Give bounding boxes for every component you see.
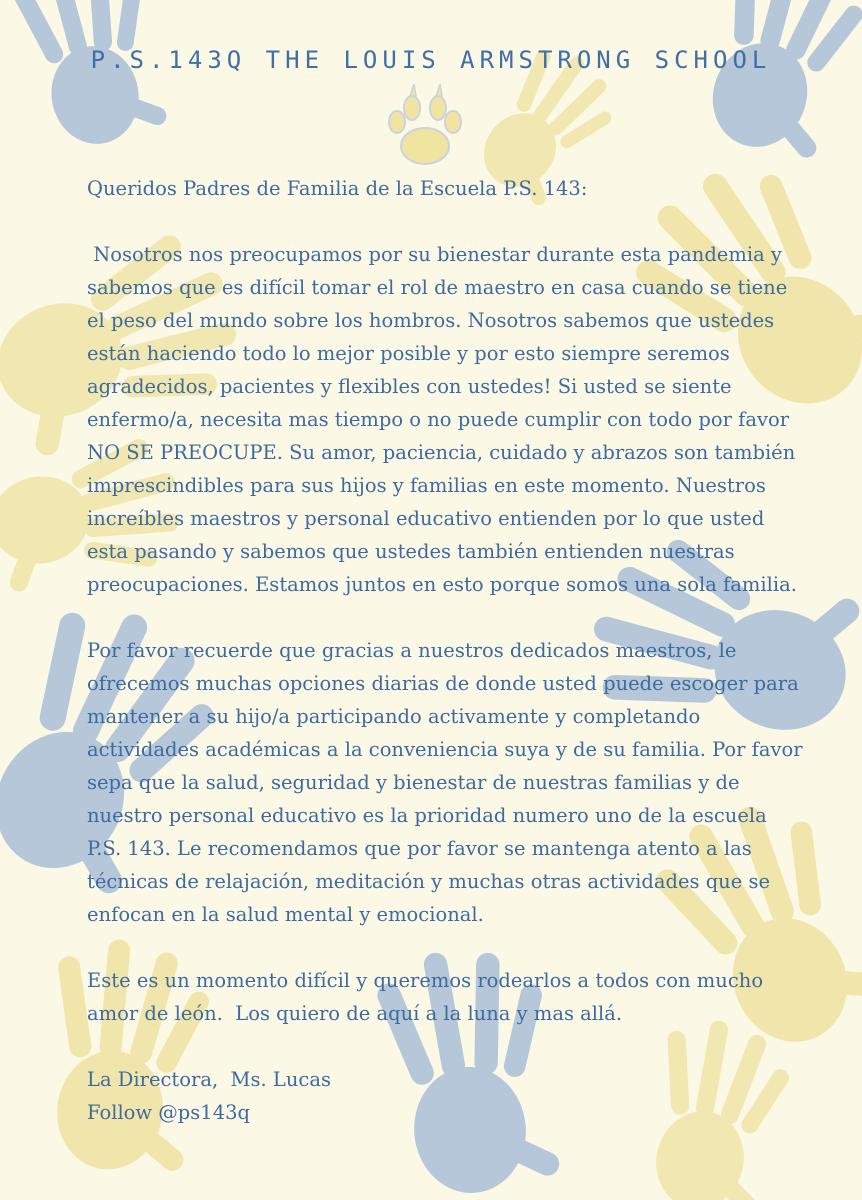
letter-paragraph-2: Por favor recuerde que gracias a nuestros dedicados maestros, le ofrecemos muchas opciones diarias de donde usted puede escoger para mantener a su hijo/a participando activamente y completando actividades académicas a la conveniencia suya y de su familia. Por favor sepa que la salud, seguridad y bienestar de nuestras familias y de nuestro personal educativo es la prioridad numero uno de la escuela P.S. 143. Le recomendamos que por favor se mantenga atento a las técnicas de relajación, meditación y muchas otras actividades que se enfocan en la salud mental y emocional. (87, 639, 803, 926)
page-title: P.S.143Q THE LOUIS ARMSTRONG SCHOOL (90, 46, 772, 74)
hand-top-right (677, 0, 862, 170)
letter-greeting: Queridos Padres de Familia de la Escuela P.S. 143: (87, 177, 588, 200)
letter-body (87, 172, 807, 1129)
letter-signature: La Directora, Ms. Lucas (87, 1068, 331, 1091)
hand-top-left (7, 0, 173, 155)
social-handle: Follow @ps143q (87, 1101, 250, 1124)
letter-paragraph-1: Nosotros nos preocupamos por su bienestar durante esta pandemia y sabemos que es difícil tomar el rol de maestro en casa cuando se tiene el peso del mundo sobre los hombros. Nosotros sabemos que ustedes están haciendo todo lo mejor posible y por esto siempre seremos agradecidos, pacientes y flexibles con ustedes! Si usted se siente enfermo/a, necesita mas tiempo o no puede cumplir con todo por favor NO SE PREOCUPE. Su amor, paciencia, cuidado y abrazos son también imprescindibles para sus hijos y familias en este momento. Nuestros increíbles maestros y personal educativo entienden por lo que usted esta pasando y sabemos que ustedes también entienden nuestras preocupaciones. Estamos juntos en esto porque somos una sola familia. (87, 243, 802, 596)
paw-print-icon (383, 80, 467, 172)
letter-paragraph-3: Este es un momento difícil y queremos rodearlos a todos con mucho amor de león. Los quiero de aquí a la luna y mas allá. (87, 969, 770, 1025)
